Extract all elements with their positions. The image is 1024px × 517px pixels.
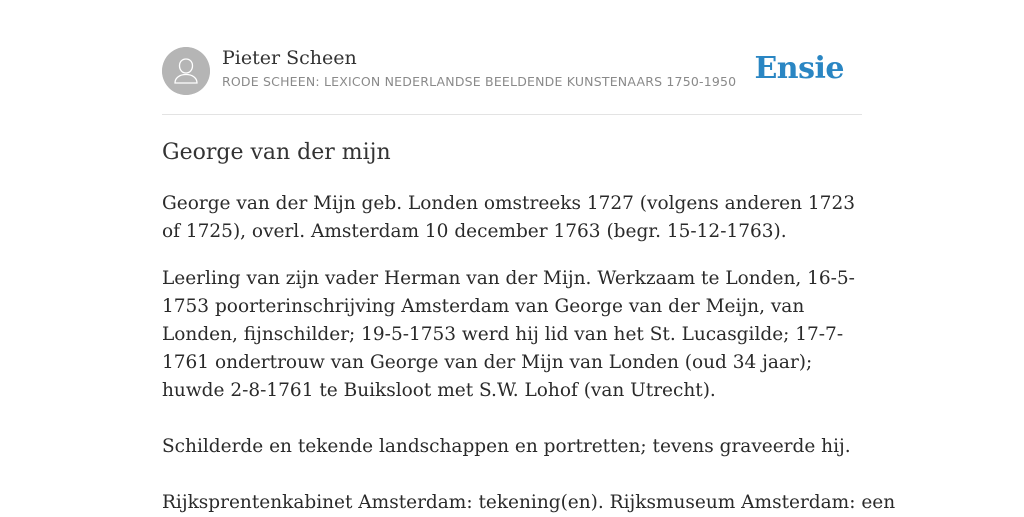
paragraph-collections: Rijksprentenkabinet Amsterdam: tekening(en). Rijksmuseum Amsterdam: een (162, 492, 896, 513)
user-avatar-icon[interactable] (162, 47, 210, 95)
article-header (162, 46, 862, 115)
paragraph-training: Leerling van zijn vader Herman van der Mijn. Werkzaam te Londen, 16-5-1753 poorterinschrijving Amsterdam van George van der Meijn, van Londen, fijnschilder; 19-5-1753 werd hij lid van het St. Lucasgilde; 17-7-1761 ondertrouw van George van der Mijn van Londen (oud 34 jaar); huwde 2-8-1761 te Buiksloot met S.W. Lohof (van Utrecht). (162, 268, 855, 401)
source-title[interactable]: RODE SCHEEN: LEXICON NEDERLANDSE BEELDENDE KUNSTENAARS 1750-1950 (222, 74, 737, 89)
brand-logo[interactable]: Ensie (754, 51, 844, 86)
author-name[interactable]: Pieter Scheen (222, 47, 357, 69)
paragraph-work: Schilderde en tekende landschappen en portretten; tevens graveerde hij. (162, 436, 851, 457)
page-title: George van der mijn (162, 140, 391, 165)
paragraph-birth-death: George van der Mijn geb. Londen omstreeks 1727 (volgens anderen 1723 of 1725), overl. Amsterdam 10 december 1763 (begr. 15-12-1763). (162, 193, 855, 242)
